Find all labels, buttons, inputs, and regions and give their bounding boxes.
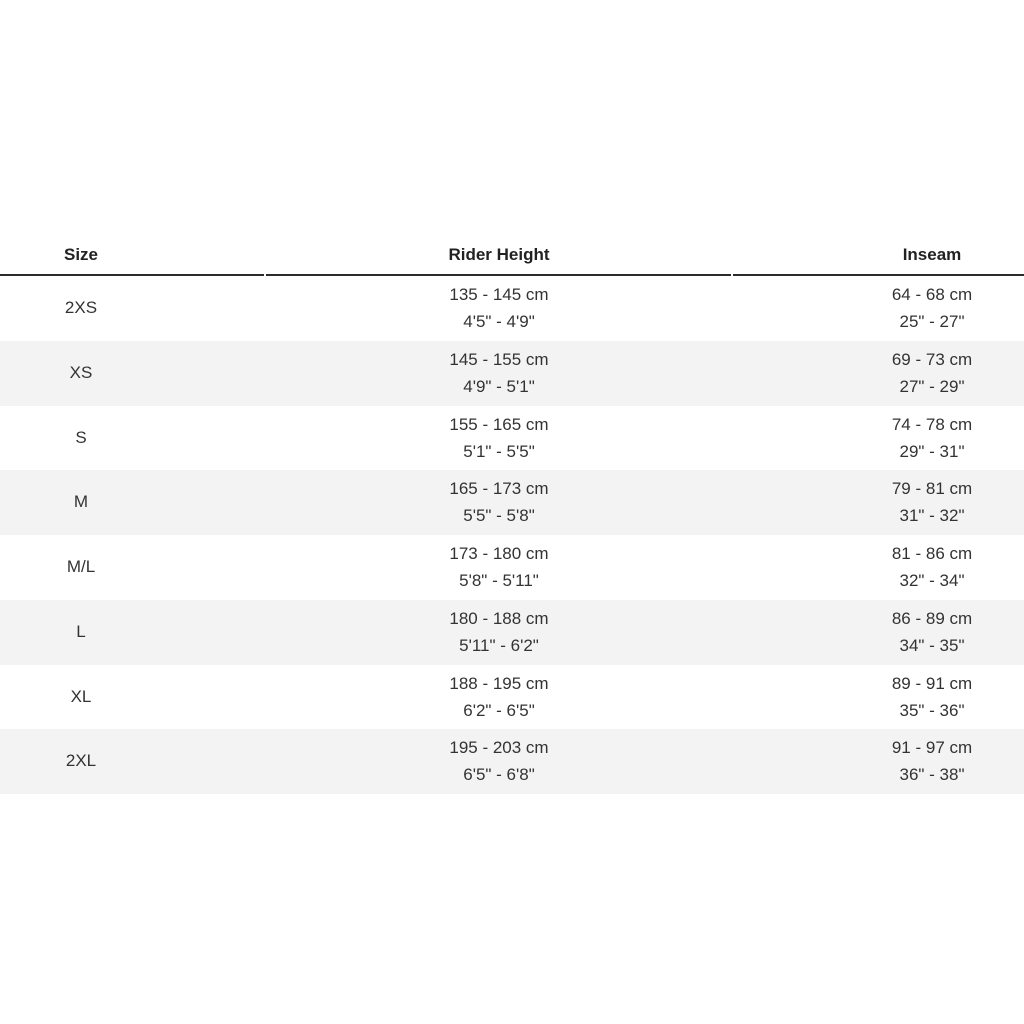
height-metric: 155 - 165 cm: [449, 414, 549, 434]
rider-height-cell: [266, 535, 732, 600]
inseam-imperial: 32" - 34": [899, 571, 965, 590]
size-cell: 2XS: [64, 298, 98, 317]
inseam-metric: 86 - 89 cm: [891, 608, 973, 628]
size-cell: L: [76, 621, 86, 641]
rider-height-cell: [266, 600, 732, 665]
height-imperial: 4'9" - 5'1": [463, 376, 535, 396]
rider-height-cell: [266, 470, 732, 535]
table-row: [0, 665, 1024, 730]
inseam-imperial: 34" - 35": [899, 635, 965, 655]
table-row: [0, 729, 1024, 794]
height-metric: 180 - 188 cm: [449, 608, 549, 628]
inseam-cell: [840, 729, 1024, 794]
inseam-imperial: 35" - 36": [899, 700, 965, 720]
inseam-cell: [840, 406, 1024, 471]
size-cell: S: [75, 427, 87, 447]
table-body: [0, 276, 1024, 794]
inseam-cell: [840, 600, 1024, 665]
inseam-imperial: 29" - 31": [899, 441, 965, 461]
inseam-metric: 81 - 86 cm: [891, 544, 973, 563]
height-imperial: 5'1" - 5'5": [463, 441, 535, 461]
height-imperial: 5'5" - 5'8": [463, 506, 535, 526]
table-row: [0, 535, 1024, 600]
inseam-metric: 79 - 81 cm: [891, 479, 973, 499]
inseam-cell: [840, 535, 1024, 600]
rider-height-cell: [266, 665, 732, 730]
size-cell: XL: [70, 686, 92, 706]
inseam-imperial: 31" - 32": [899, 506, 965, 526]
table-row: [0, 470, 1024, 535]
rider-height-cell: [266, 729, 732, 794]
column-header-rider-height: Rider Height: [448, 245, 550, 264]
table-row: [0, 341, 1024, 406]
height-imperial: 6'5" - 6'8": [463, 765, 535, 785]
inseam-cell: [840, 341, 1024, 406]
inseam-metric: 64 - 68 cm: [891, 285, 973, 304]
height-imperial: 5'11" - 6'2": [459, 635, 539, 655]
inseam-cell: [840, 276, 1024, 341]
size-cell: M/L: [66, 557, 96, 576]
table-row: [0, 276, 1024, 341]
inseam-metric: 69 - 73 cm: [891, 349, 973, 369]
height-imperial: 4'5" - 4'9": [463, 312, 535, 331]
inseam-imperial: 36" - 38": [899, 765, 965, 785]
inseam-metric: 91 - 97 cm: [891, 738, 973, 758]
inseam-imperial: 27" - 29": [899, 376, 965, 396]
rider-height-cell: [266, 406, 732, 471]
column-header-inseam: Inseam: [902, 245, 962, 264]
height-metric: 165 - 173 cm: [449, 479, 549, 499]
height-metric: 135 - 145 cm: [449, 285, 549, 304]
height-metric: 173 - 180 cm: [449, 544, 549, 563]
rider-height-cell: [266, 276, 732, 341]
height-metric: 145 - 155 cm: [449, 349, 549, 369]
size-cell: M: [73, 492, 89, 512]
size-cell: 2XL: [65, 751, 97, 771]
size-chart-table: [0, 236, 1024, 785]
rider-height-cell: [266, 341, 732, 406]
height-metric: 195 - 203 cm: [449, 738, 549, 758]
table-header: [0, 236, 1024, 274]
inseam-cell: [840, 470, 1024, 535]
column-header-size: Size: [63, 245, 99, 264]
size-cell: XS: [69, 362, 93, 382]
height-imperial: 5'8" - 5'11": [459, 571, 539, 590]
inseam-metric: 89 - 91 cm: [891, 673, 973, 693]
table-row: [0, 600, 1024, 665]
height-imperial: 6'2" - 6'5": [463, 700, 535, 720]
inseam-metric: 74 - 78 cm: [891, 414, 973, 434]
table-row: [0, 406, 1024, 471]
height-metric: 188 - 195 cm: [449, 673, 549, 693]
inseam-cell: [840, 665, 1024, 730]
inseam-imperial: 25" - 27": [899, 312, 965, 331]
